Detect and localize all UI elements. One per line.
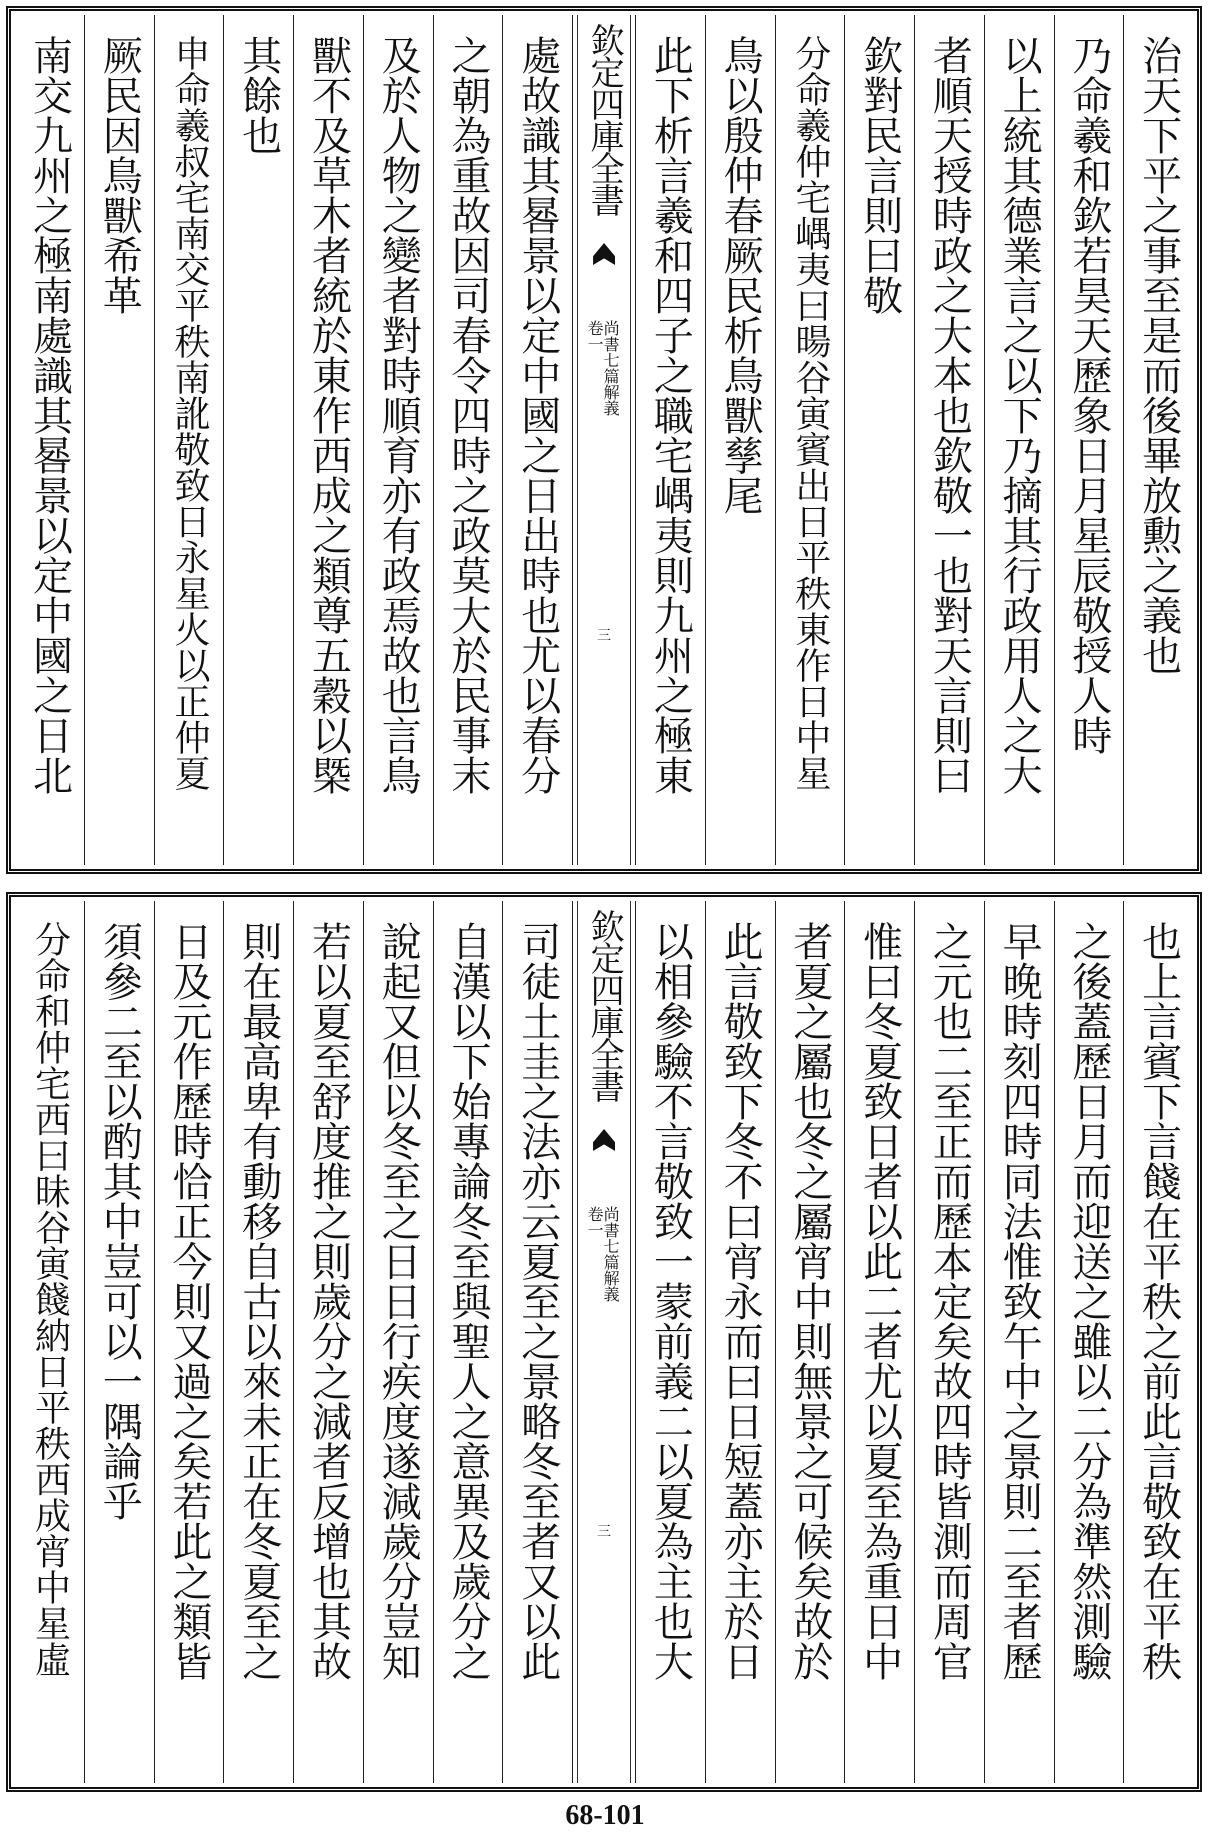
text-column-content: 早晚時刻四時同法惟致午中之景則二至者歷	[996, 921, 1043, 1681]
text-column-content: 申命羲叔宅南交平秩南訛敬致日永星火以正仲夏	[169, 35, 210, 791]
text-column-content: 之後蓋歷日月而迎送之雖以二分為準然測驗	[1065, 921, 1112, 1681]
text-column-content: 也上言賓下言餞在平秩之前此言敬致在平秩	[1135, 921, 1182, 1681]
text-column-content: 者夏之屬也冬之屬宵中則無景之可候矣故於	[786, 921, 833, 1681]
volume-label: 卷一	[585, 1206, 605, 1238]
text-column-content: 日及元作歷時恰正今則又過之矣若此之類皆	[166, 921, 212, 1681]
book-title: 尚書七篇解義	[601, 320, 621, 416]
text-column-content: 治天下平之事至是而後畢放勲之義也	[1135, 35, 1182, 675]
text-column	[705, 901, 775, 1783]
text-column-content: 自漢以下始專論冬至與聖人之意異及歲分之	[445, 921, 491, 1681]
text-column-content: 說起又但以冬至之日日行疾度遂減歲分豈知	[375, 921, 422, 1681]
text-column-content: 欽對民言則曰敬	[856, 35, 903, 315]
lower-page-columns	[15, 901, 1193, 1783]
text-column-content: 分命羲仲宅嵎夷曰暘谷寅賓出日平秩東作日中星	[789, 35, 831, 791]
text-column-content: 則在最高卑有動移自古以來未正在冬夏至之	[235, 921, 282, 1681]
text-column-content: 獸不及草木者統於東作西成之類尊五穀以槩	[305, 35, 352, 795]
center-header: 欽定四庫全書	[584, 909, 625, 1101]
text-column	[502, 15, 572, 865]
text-column-content: 之朝為重故因司春令四時之政莫大於民事末	[445, 35, 491, 795]
text-column	[635, 15, 705, 865]
text-column	[433, 901, 503, 1783]
text-column	[223, 15, 293, 865]
text-column-content: 厥民因鳥獸希革	[96, 35, 143, 315]
text-column	[984, 15, 1054, 865]
center-fold-column	[572, 901, 635, 1783]
text-column	[1054, 15, 1124, 865]
text-column	[1054, 901, 1124, 1783]
text-column	[363, 901, 433, 1783]
text-column	[1123, 901, 1193, 1783]
text-column-content: 以上統其德業言之以下乃摘其行政用人之大	[996, 35, 1043, 795]
text-column	[15, 901, 84, 1783]
text-column	[1123, 15, 1193, 865]
text-column-content: 若以夏至舒度推之則歲分之減者反增也其故	[305, 921, 352, 1681]
text-column-content: 分命和仲宅西曰昧谷寅餞納日平秩西成宵中星虛	[29, 921, 71, 1677]
text-column	[705, 15, 775, 865]
text-column	[984, 901, 1054, 1783]
text-column-content: 處故識其晷景以定中國之日出時也尤以春分	[514, 35, 561, 795]
center-header: 欽定四庫全書	[584, 23, 625, 215]
text-column-content: 司徒土圭之法亦云夏至之景略冬至者又以此	[514, 921, 561, 1681]
text-column-content: 南交九州之極南處識其晷景以定中國之日北	[26, 35, 73, 795]
volume-label: 卷一	[585, 320, 605, 352]
upper-page-columns	[15, 15, 1193, 865]
book-title: 尚書七篇解義	[601, 1206, 621, 1302]
text-column-content: 以相參驗不言敬致一蒙前義二以夏為主也大	[647, 921, 694, 1681]
text-column	[635, 901, 705, 1783]
text-column	[84, 15, 154, 865]
text-column	[154, 15, 224, 865]
text-column-content: 其餘也	[235, 35, 282, 155]
text-column	[844, 901, 914, 1783]
text-column	[433, 15, 503, 865]
text-column-content: 惟曰冬夏致日者以此二者尤以夏至為重日中	[856, 921, 903, 1681]
text-column	[15, 15, 84, 865]
text-column-content: 乃命羲和欽若昊天歷象日月星辰敬授人時	[1065, 35, 1112, 755]
text-column-content: 之元也二至正而歷本定矣故四時皆測而周官	[926, 921, 973, 1681]
text-column	[914, 901, 984, 1783]
text-column	[914, 15, 984, 865]
text-column	[844, 15, 914, 865]
text-column-content: 此下析言羲和四子之職宅嵎夷則九州之極東	[647, 35, 694, 795]
text-column	[502, 901, 572, 1783]
text-column	[84, 901, 154, 1783]
text-column	[775, 15, 845, 865]
text-column	[363, 15, 433, 865]
center-fold-column	[572, 15, 635, 865]
text-column	[293, 15, 363, 865]
text-column-content: 此言敬致下冬不曰宵永而曰日短蓋亦主於日	[717, 921, 764, 1681]
text-column-content: 及於人物之變者對時順育亦有政焉故也言鳥	[375, 35, 422, 795]
text-column	[223, 901, 293, 1783]
text-column	[293, 901, 363, 1783]
folio-number: 三	[597, 628, 612, 644]
text-column	[775, 901, 845, 1783]
text-column	[154, 901, 224, 1783]
lower-page	[6, 892, 1202, 1792]
folio-number: 三	[597, 1524, 612, 1540]
text-column-content: 鳥以殷仲春厥民析鳥獸孳尾	[717, 35, 764, 515]
text-column-content: 須參二至以酌其中豈可以一隅論乎	[96, 921, 143, 1521]
text-column-content: 者順天授時政之大本也欽敬一也對天言則曰	[926, 35, 973, 795]
page-number-footer: 68-101	[565, 1800, 645, 1831]
upper-page	[6, 6, 1202, 874]
